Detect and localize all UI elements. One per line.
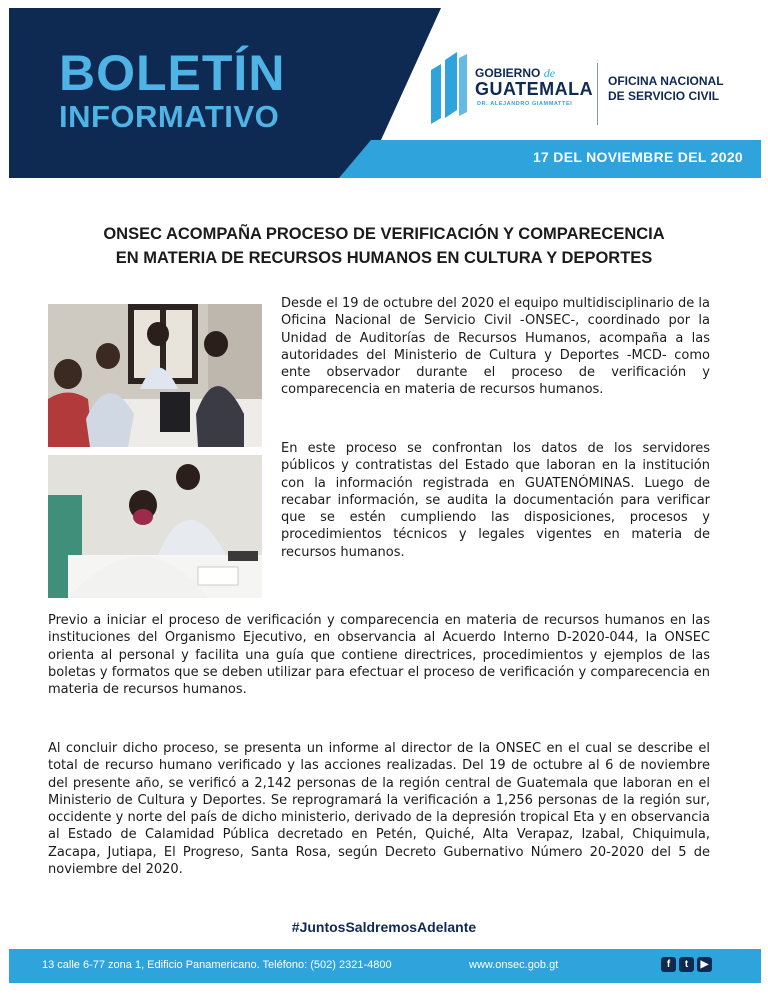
photo-verification-team [48,304,262,447]
twitter-icon[interactable]: t [679,957,694,972]
article-paragraph-3: Previo a iniciar el proceso de verificación y comparecencia en materia de recursos humanos en las instituciones del Organismo Ejecutivo, en observancia al Acuerdo Interno D-2020-044, la ONSEC orienta al personal y facilita una guía que contiene directrices, procedimientos y ejemplos de las boletas y formatos que se deben utilizar para efectuar el proceso de verificación y comparecencia en materia de recursos humanos. [48,613,710,698]
footer-website-link[interactable]: www.onsec.gob.gt [469,959,559,971]
bulletin-subtitle: INFORMATIVO [59,99,280,134]
header-banner [9,8,761,178]
photo-document-review [48,455,262,598]
office-name: OFICINA NACIONAL DE SERVICIO CIVIL [608,74,724,103]
government-logo-icon [429,52,469,124]
bulletin-title: BOLETÍN [59,45,286,101]
article-headline: ONSEC ACOMPAÑA PROCESO DE VERIFICACIÓN Y COMPARECENCIA EN MATERIA DE RECURSOS HUMANOS EN CULTURA Y DEPORTES [103,225,665,267]
youtube-icon[interactable]: ▶ [697,957,712,972]
government-label: GOBIERNO de [475,66,556,80]
footer-bar [9,949,761,983]
article-paragraph-2: En este proceso se confrontan los datos de los servidores públicos y contratistas del Estado que laboran en la institución con la información registrada en GUATENÓMINAS. Luego de recabar información, se audita la documentación para verificar que se estén cumpliendo las disposiciones, procesos y procedimientos técnicos y legales vigentes en materia de recursos humanos. [281,441,710,560]
social-icons [661,957,712,972]
bulletin-date: 17 DEL NOVIEMBRE DEL 2020 [532,149,743,165]
article-paragraph-4: Al concluir dicho proceso, se presenta un informe al director de la ONSEC en el cual se describe el total de recurso humano verificado y las acciones realizadas. Del 19 de octubre al 6 de noviembre del presente año, se verificó a 2,142 personas de la región central de Guatemala que laboran en el Ministerio de Cultura y Deportes. Se reprogramará la verificación a 1,256 personas de la región sur, occidente y norte del país de dicho ministerio, derivado de la depresión tropical Eta y en observancia al Estado de Calamidad Pública decretado en Petén, Quiché, Alta Verapaz, Izabal, Chiquimula, Zacapa, Jutiapa, El Progreso, Santa Rosa, según Decreto Gubernativo Número 20-2020 del 5 de noviembre del 2020. [48,741,710,878]
campaign-hashtag: #JuntosSaldremosAdelante [291,919,477,935]
logo-divider [597,63,598,125]
government-country: GUATEMALA [475,79,594,99]
facebook-icon[interactable]: f [661,957,676,972]
article-paragraph-1: Desde el 19 de octubre del 2020 el equipo multidisciplinario de la Oficina Nacional de Servicio Civil -ONSEC-, coordinado por la Unidad de Auditorías de Recursos Humanos, acompaña a las autoridades del Ministerio de Cultura y Deportes -MCD- como ente observador durante el proceso de verificación y comparecencia en materia de recursos humanos. [281,296,710,398]
government-president: DR. ALEJANDRO GIAMMATTEI [477,101,573,107]
footer-address: 13 calle 6-77 zona 1, Edificio Panamericano. Teléfono: (502) 2321-4800 [42,959,392,971]
